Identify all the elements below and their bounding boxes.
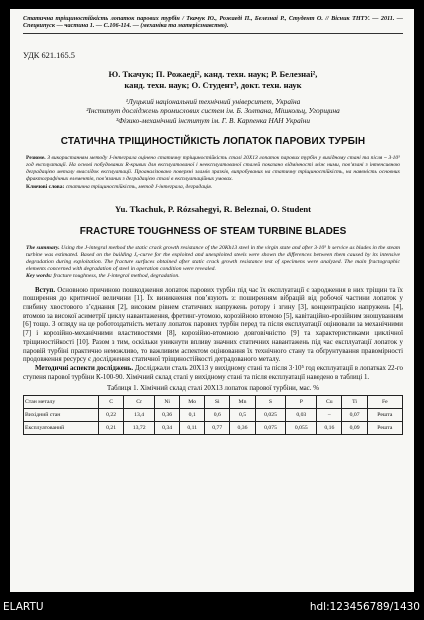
keywords-uk xyxy=(26,184,400,190)
abstract-uk-text: З використанням методу J-інтеграла оцінено статичну тріщиностійкість сталі 20Х13 лопаток парових турбін у вихідному стані та після ~ 3·10⁵ год експлуатації. На основі побудованих R-кривих для експлуатованої і неексплуатованої сталей показано відмінності між ними, пов’язані з інтенсивною деградацією металу внаслідок експлуатації. Проаналізовано поверхні зламів зразків, випробуваних на статичну тріщиностійкість, на наявність основних фрактографічних елементів, пов’язаних з деградацією сталі в експлуатаційних умовах. xyxy=(26,155,400,182)
intro-paragraph xyxy=(23,287,403,365)
table-cell: 0,055 xyxy=(286,422,317,435)
table-header-cell: P xyxy=(286,396,317,409)
authors-en: Yu. Tkachuk, P. Rózsahegyi, R. Beleznai, O. Student xyxy=(114,203,312,214)
table-cell: 0,11 xyxy=(180,422,205,435)
table-header-cell: S xyxy=(255,396,286,409)
table-caption: Таблиця 1. Хімічний склад сталі 20Х13 лопаток парової турбіни, мас. % xyxy=(107,385,319,393)
table-cell: 0,09 xyxy=(342,422,367,435)
keywords-en xyxy=(26,273,400,279)
keywords-uk-text: статична тріщиностійкість, метод J-інтеграла, деградація. xyxy=(65,183,213,190)
table-cell: 0,16 xyxy=(317,422,342,435)
affiliation-2: ²Інститут досліджень промислових систем ім. Б. Золтана, Мішкольц, Угорщина xyxy=(86,106,340,116)
abstract-uk-label: Резюме. xyxy=(26,155,46,162)
repository-name[interactable]: ELARTU xyxy=(3,601,44,613)
table-cell: 0,07 xyxy=(342,409,367,422)
methods-text: Досліджали сталь 20Х13 у вихідному стані та після 3·10⁵ год експлуатації в лопатках 22-го ступеня парової турбіни К-100-90. Хімічний склад сталі у вихідному стані та після експлуатації наведено в таблиці 1. xyxy=(23,364,403,381)
intro-label: Вступ. xyxy=(35,286,56,294)
table-cell: 0,6 xyxy=(205,409,230,422)
table-cell: 0,5 xyxy=(230,409,255,422)
table-cell: 0,21 xyxy=(99,422,124,435)
table-header-cell: Fe xyxy=(367,396,402,409)
citation-header: Статична тріщиностійкість лопаток парових турбін / Ткачук Ю., Рожаеді П., Белезнаі Р., Студент О. // Вісник ТНТУ. — 2011. — Спецвипуск — частина 1. — С.106-114. — (механіка та матерієзнавство). xyxy=(23,15,403,34)
table-cell: 0,22 xyxy=(99,409,124,422)
title-en: FRACTURE TOUGHNESS OF STEAM TURBINE BLADES xyxy=(79,225,347,237)
table-cell: 0,1 xyxy=(180,409,205,422)
udk-code: УДК 621.165.5 xyxy=(23,50,75,60)
composition-table xyxy=(23,395,403,435)
table-cell: – xyxy=(317,409,342,422)
keywords-en-label: Key words: xyxy=(26,272,53,279)
table-cell: 0,34 xyxy=(155,422,180,435)
affiliation-3: ³Фізико-механічний інститут ім. Г. В. Карпенка НАН України xyxy=(115,115,311,125)
affiliations xyxy=(23,97,403,125)
table-cell: 0,36 xyxy=(155,409,180,422)
table-header-cell: C xyxy=(99,396,124,409)
table-header-cell: Стан металу xyxy=(24,396,99,409)
table-header-cell: Ni xyxy=(155,396,180,409)
table-header-cell: Cu xyxy=(317,396,342,409)
table-header-cell: Mn xyxy=(230,396,255,409)
table-cell: Вихідний стан xyxy=(24,409,99,422)
methods-paragraph xyxy=(23,365,403,382)
affiliation-1: ¹Луцький національний технічний університет, Україна xyxy=(125,96,301,106)
keywords-en-text: fracture toughness, the J-integral method, degradation. xyxy=(53,272,180,279)
intro-text: Основною причиною пошкодження лопаток парових турбін під час їх експлуатації є зародження в них тріщин та їх поширення до критичної величини [1]. Їх виникнення пов’язують з: поширенням вібрацій від робочої частини лопаток у глибину хвостового з’єднання [2], високим рівнем статичних напружень ротору і згину [3], концентрацією напружень [4], втомою за високої асиметрії циклу навантаження, фретинг-утомою, корозійною втомою [5], кавітаційно-ерозійним зношуванням [6] тощо. З огляду на це роботоздатність металу лопаток парових турбін перед та після експлуатації оцінювали за механічними [7] і корозійно-механічними властивостями [8], корозійно-втомною довговічністю [9] та характеристиками циклічної тріщиностійкості [10]. Разом з тим, оскільки уникнути впливу значних статичних навантажень під час експлуатації лопаток у паровій турбіні практично неможливо, то важливим аспектом оцінювання їх технічного стану та обґрунтування правомірності продовження ресурсу є дослідження статичної тріщиностійкості деградованого металу. xyxy=(23,286,403,364)
methods-label: Методичні аспекти досліджень. xyxy=(35,364,134,372)
status-bar xyxy=(0,596,424,620)
authors-line-1: Ю. Ткачук; П. Рожаеді², канд. техн. наук; Р. Белезнаі², xyxy=(108,68,318,79)
table-header-cell: Si xyxy=(205,396,230,409)
document-page xyxy=(10,9,414,592)
authors-line-2: канд. техн. наук; О. Студент³, докт. техн. наук xyxy=(124,79,302,90)
abstract-en xyxy=(26,245,400,273)
table-cell: Решта xyxy=(367,422,402,435)
table-cell: 0,36 xyxy=(230,422,255,435)
abstract-en-text: Using the J-integral method the static crack growth resistance of the 20Kh13 steel in the virgin state and after 3·10⁵ h service as blades in the steam turbine was estimated. Based on the building Jₐ-curve for the exploited and unexploited steels were shown the differences between them caused by its intensive degradation during exploitation. The fracture surfaces obtained after static crack growth resistance test of specimens were analyzed. The main fractographic elements concerned with degradation of steel in operation condition were revealed. xyxy=(26,244,401,272)
table-cell: 0,03 xyxy=(286,409,317,422)
table-header-cell: Mo xyxy=(180,396,205,409)
table-cell: 0,77 xyxy=(205,422,230,435)
abstract-uk xyxy=(26,155,400,183)
keywords-uk-label: Ключові слова: xyxy=(26,183,65,190)
table-cell: 13,72 xyxy=(124,422,155,435)
table-cell: 0,025 xyxy=(255,409,286,422)
table-cell: Решта xyxy=(367,409,402,422)
table-header-cell: Cr xyxy=(124,396,155,409)
table-header-row xyxy=(24,396,403,409)
table-row xyxy=(24,422,403,435)
table-cell: Експлуатований xyxy=(24,422,99,435)
table-cell: 13,4 xyxy=(124,409,155,422)
table-header-cell: Ti xyxy=(342,396,367,409)
handle-id[interactable]: hdl:123456789/1430 xyxy=(309,601,420,613)
title-uk: СТАТИЧНА ТРІЩИНОСТІЙКІСТЬ ЛОПАТОК ПАРОВИХ ТУРБІН xyxy=(60,136,366,148)
abstract-en-label: The summary. xyxy=(26,244,60,251)
table-row xyxy=(24,409,403,422)
authors-uk xyxy=(23,69,403,91)
table-cell: 0,075 xyxy=(255,422,286,435)
